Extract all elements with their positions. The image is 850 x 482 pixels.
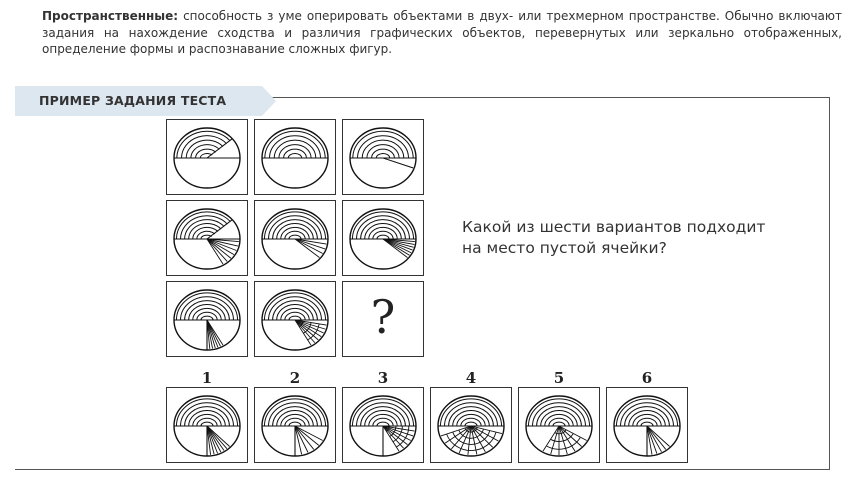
circle-figure <box>346 203 420 273</box>
matrix-cell <box>254 281 336 357</box>
option-6[interactable] <box>606 387 688 463</box>
matrix-cell <box>254 200 336 276</box>
intro-term: Пространственные: <box>42 9 179 23</box>
matrix-cell <box>166 119 248 195</box>
circle-figure <box>170 203 244 273</box>
circle-figure <box>170 284 244 354</box>
question-line-1: Какой из шести вариантов подходит <box>462 218 766 236</box>
question-text <box>462 217 765 259</box>
option-number: 5 <box>553 369 565 387</box>
option-4[interactable] <box>430 387 512 463</box>
option-number: 6 <box>641 369 653 387</box>
option-1[interactable] <box>166 387 248 463</box>
question-line-2: на место пустой ячейки? <box>462 239 667 257</box>
circle-figure <box>610 390 684 460</box>
circle-figure <box>346 122 420 192</box>
matrix-cell <box>166 200 248 276</box>
banner-title: ПРИМЕР ЗАДАНИЯ ТЕСТА <box>39 93 227 108</box>
question-mark-placeholder: ? <box>370 290 396 344</box>
circle-figure <box>170 122 244 192</box>
option-number: 1 <box>201 369 213 387</box>
circle-figure <box>434 390 508 460</box>
circle-figure <box>258 203 332 273</box>
option-number: 4 <box>465 369 477 387</box>
circle-figure <box>258 122 332 192</box>
example-banner <box>15 86 262 116</box>
circle-figure <box>346 390 420 460</box>
intro-paragraph <box>42 8 842 58</box>
option-5[interactable] <box>518 387 600 463</box>
option-number: 3 <box>377 369 389 387</box>
circle-figure <box>258 284 332 354</box>
matrix-cell <box>342 200 424 276</box>
circle-figure <box>522 390 596 460</box>
circle-figure <box>170 390 244 460</box>
matrix-cell <box>342 281 424 357</box>
option-2[interactable] <box>254 387 336 463</box>
option-3[interactable] <box>342 387 424 463</box>
intro-text: способность з уме оперировать объектами в двух- или трехмерном пространстве. Обычно включают задания на нахождение сходства и различия графических объектов, перевернутых или зеркально отображенных, определение формы и распознавание сложных фигур. <box>42 9 842 56</box>
circle-figure <box>258 390 332 460</box>
matrix-cell <box>342 119 424 195</box>
matrix-cell <box>166 281 248 357</box>
option-number: 2 <box>289 369 301 387</box>
matrix-cell <box>254 119 336 195</box>
